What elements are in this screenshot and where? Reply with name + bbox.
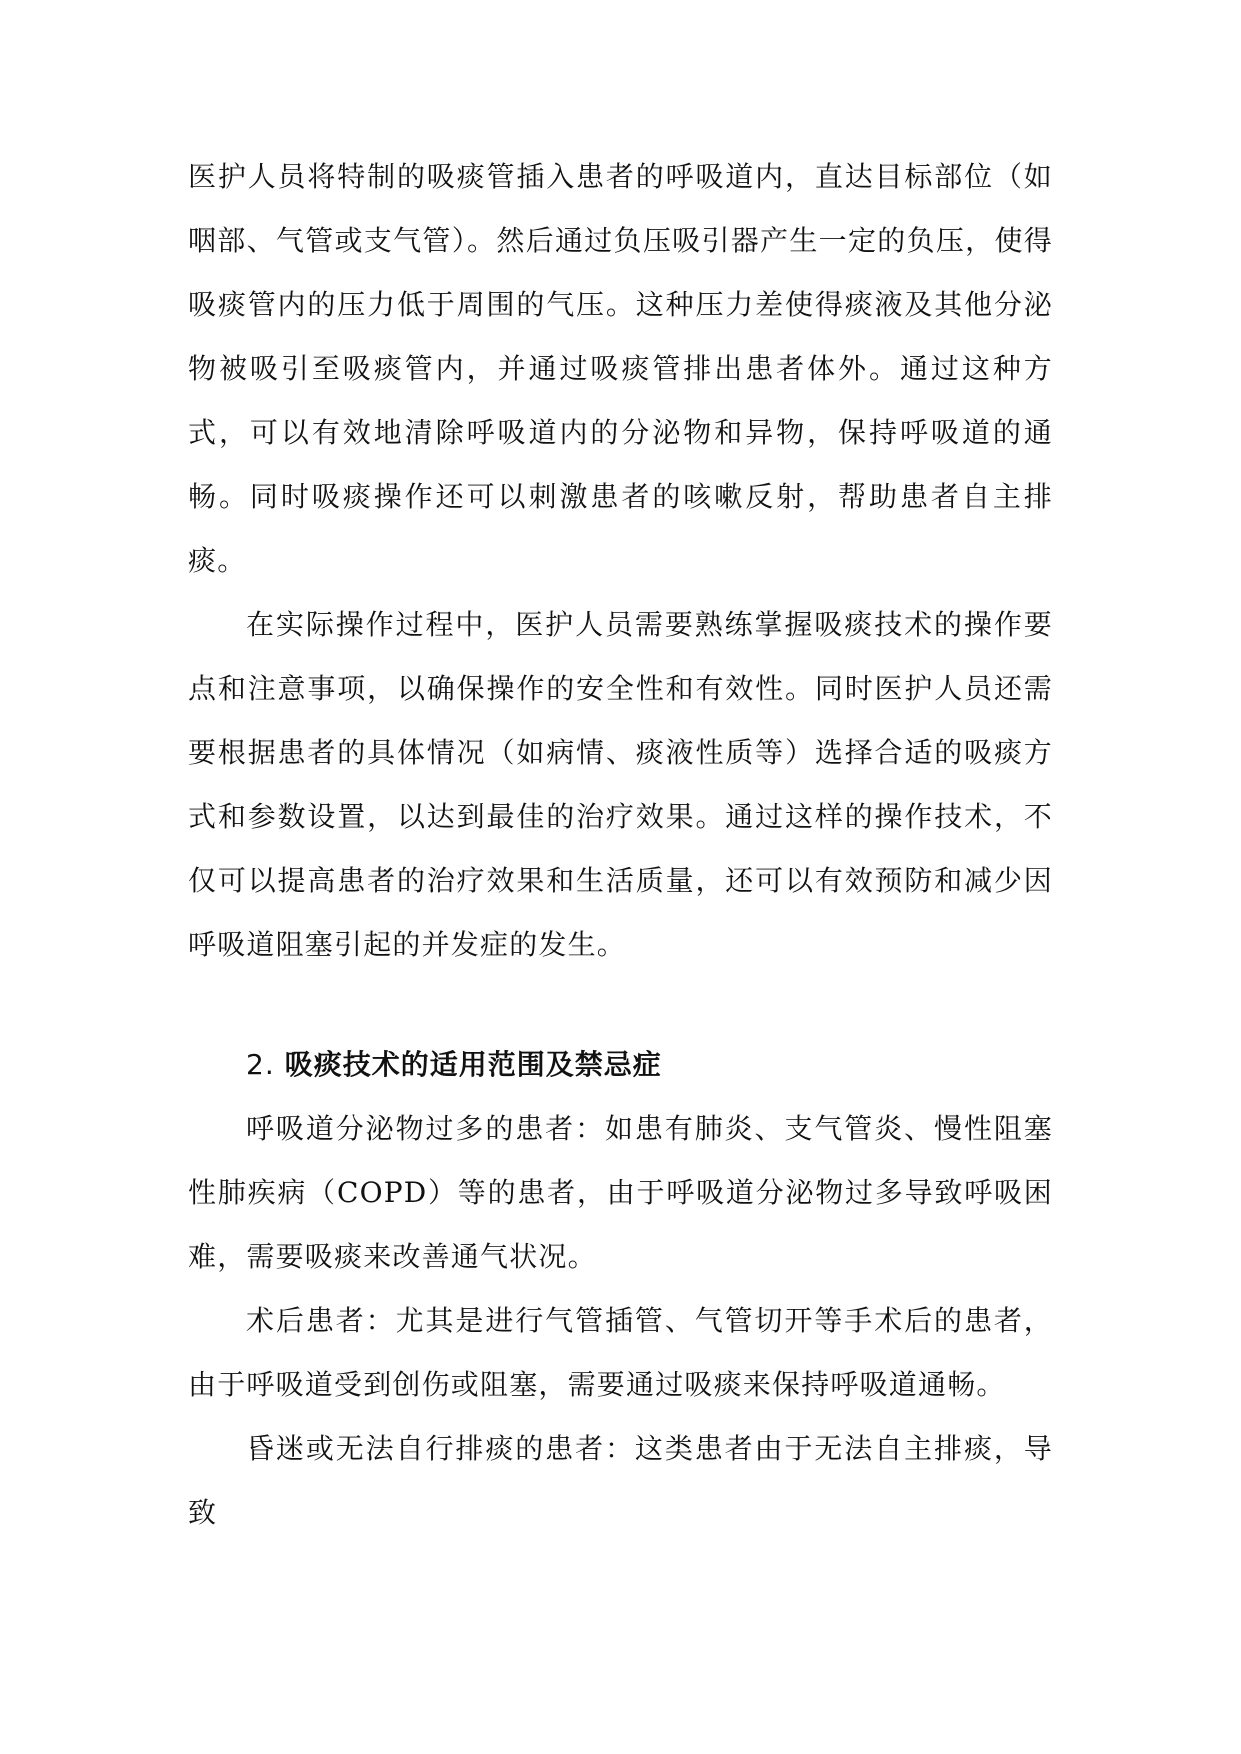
paragraph-postoperative: 术后患者：尤其是进行气管插管、气管切开等手术后的患者，由于呼吸道受到创伤或阻塞，需要通过吸痰来保持呼吸道通畅。 — [188, 1304, 1053, 1401]
paragraph-excess-secretions: 呼吸道分泌物过多的患者：如患有肺炎、支气管炎、慢性阻塞性肺疾病（COPD）等的患者，由于呼吸道分泌物过多导致呼吸困难，需要吸痰来改善通气状况。 — [188, 1112, 1053, 1273]
section-heading — [188, 1033, 1053, 1097]
section-title: 吸痰技术的适用范围及禁忌症 — [284, 1048, 662, 1081]
paragraph-operation-practice: 在实际操作过程中，医护人员需要熟练掌握吸痰技术的操作要点和注意事项，以确保操作的安全性和有效性。同时医护人员还需要根据患者的具体情况（如病情、痰液性质等）选择合适的吸痰方式和参数设置，以达到最佳的治疗效果。通过这样的操作技术，不仅可以提高患者的治疗效果和生活质量，还可以有效预防和减少因呼吸道阻塞引起的并发症的发生。 — [188, 608, 1053, 961]
paragraph-unconscious: 昏迷或无法自行排痰的患者：这类患者由于无法自主排痰，导致 — [188, 1432, 1053, 1529]
section-number: 2. — [246, 1048, 275, 1081]
paragraph-suction-mechanism: 医护人员将特制的吸痰管插入患者的呼吸道内，直达目标部位（如咽部、气管或支气管）。然后通过负压吸引器产生一定的负压，使得吸痰管内的压力低于周围的气压。这种压力差使得痰液及其他分泌物被吸引至吸痰管内，并通过吸痰管排出患者体外。通过这种方式，可以有效地清除呼吸道内的分泌物和异物，保持呼吸道的通畅。同时吸痰操作还可以刺激患者的咳嗽反射，帮助患者自主排痰。 — [188, 160, 1053, 577]
section-spacer — [188, 977, 1053, 1033]
document-body — [188, 145, 1053, 1545]
